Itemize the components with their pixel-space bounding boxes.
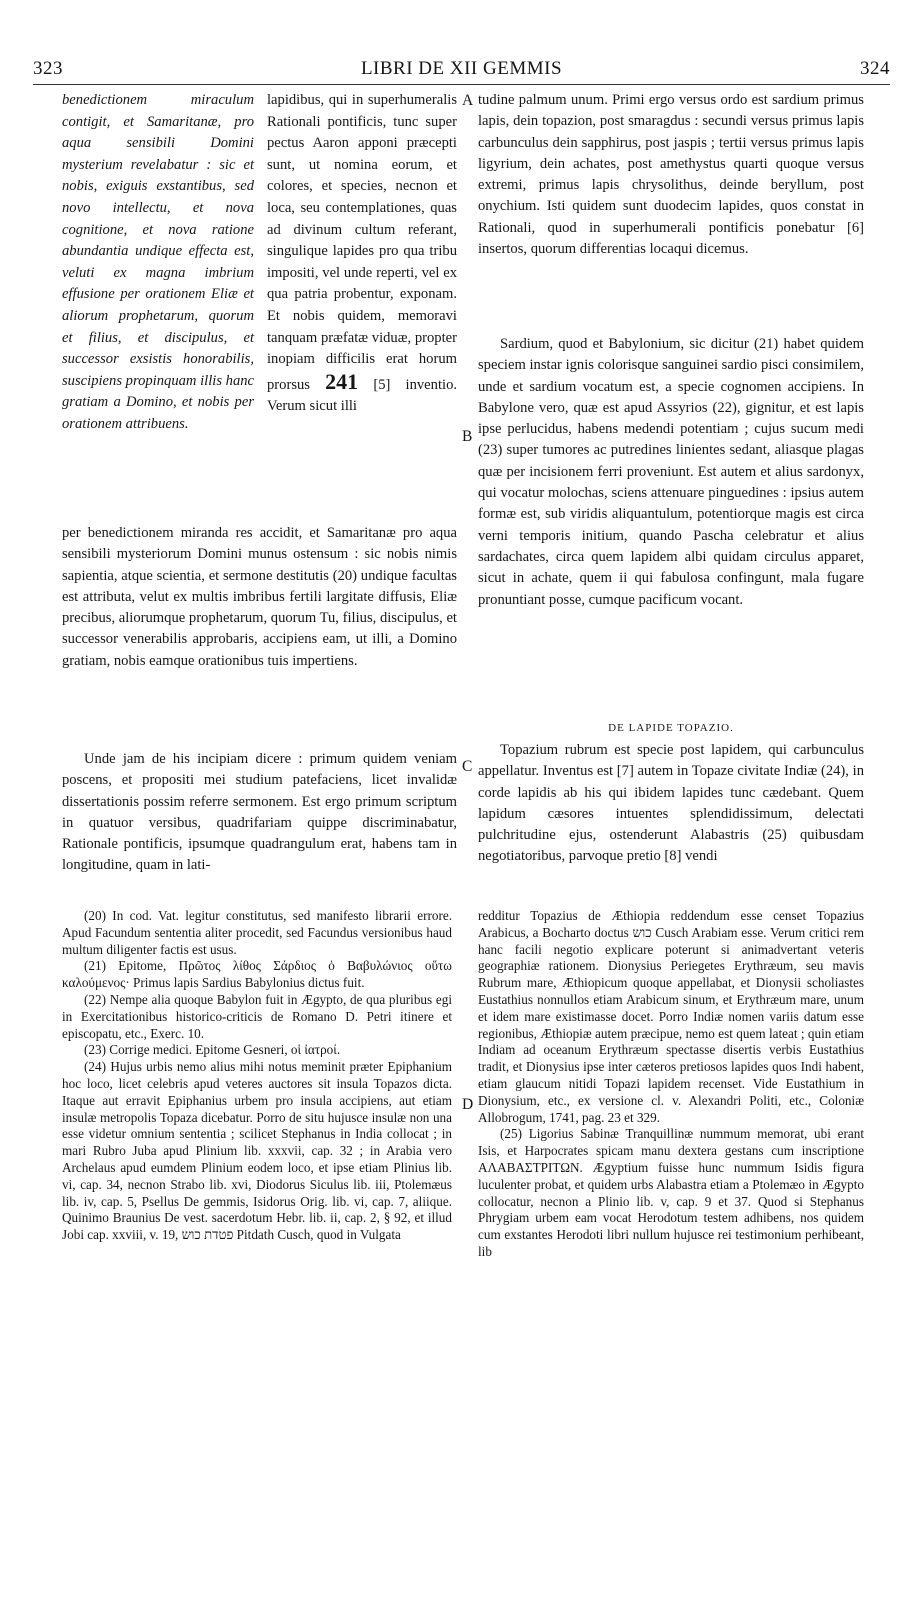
left-paragraph-1: per benedictionem miranda res accidit, et Samaritanæ pro aqua sensibili mysteriorum Domini munus ostensum : sic nobis nimis sapientia, atque scientia, et sermone destitutis (20) undique facultas est attributa, velut ex multis imbribus fertili largitate diffusis, Eliæ precibus, aliorumque prophetarum, quorum Tu, filius, discipulus, et successor venerabilis approbaris, accipiens eam, ut illi, a Domino gratiam, nobis eamque orationibus tuis impertiens. — [62, 525, 457, 669]
column-a-text: benedictionem miraculum contigit, et Samaritanæ, pro aqua sensibili Domini mysterium revelabatur : sic et nobis, exiguis exstantibus, sed novo intellectu, et nova cognitione, et nova ratione abundantia undique effecta est, veluti ex magna imbrium effusione per orationem Eliæ et aliorum prophetarum, quorum et filius, et discipulus, et successor exsistis honorabilis, suscipiens propinquam illis hanc gratiam a Domino, et nobis per orationem attribuens. — [62, 92, 255, 432]
footnote-20: (20) In cod. Vat. legitur constitutus, sed manifesto librarii errore. Apud Facundum sententia aliter procedit, sed Facundus versionibus haud multum diligenter factis est usus. — [62, 908, 452, 957]
footnotes-right — [478, 908, 864, 1261]
margin-marker-b: B — [462, 428, 473, 445]
margin-marker-d: D — [462, 1096, 474, 1113]
left-paragraph-2: Unde jam de his incipiam dicere : primum quidem veniam poscens, et propositi mei studium patefaciens, licet invalidæ dissertationis possim referre sermonem. Est ergo primum scriptum in quatuor versibus, quadrifariam quippe discriminabatur, Rationale pontificis, ipsumque quadrangulum erat, habens tam in longitudine, quam in lati- — [62, 751, 457, 874]
right-paragraph-2: Sardium, quod et Babylonium, sic dicitur (21) habet quidem speciem instar ignis colorisque sanguinei sardio pisci consimilem, unde et sardium vocatum est, a specie cognomen accipiens. In Babylone vero, quæ est apud Assyrios (22), gignitur, et est lapis ipse perlucidus, habens medendi potentiam ; cujus sucum medi (23) super tumores ac putredines linientes sedant, aliasque plagas quæ per incisionem ferri proveniunt. Est autem et alius sardonyx, qui vocatur molochas, sciens attenuare pinguedines : ipsius autem formæ est, sub viridis aliquantulum, potentiorque magis est circa verni temporis initium, quando Pascha celebratur et alius sardachates, circa quem lapidem albi quidam circulus apparet, sicut in achate, quem ii qui fabulosa confingunt, mala fugare pronuntiant posse, cumque pacificum vocant. — [478, 336, 864, 608]
footnote-25: (25) Ligorius Sabinæ Tranquillinæ nummum memorat, ubi erant Isis, et Harpocrates spicam manu dextera gestans cum inscriptione ΑΛΑΒΑΣΤΡΙΤΩΝ. Ægyptium fuisse hunc nummum Isidis figura luculenter probat, et quidem urbs Alabastra etiam a Ptolemæo in Ægypto collocatur, necnon a Plinio lib. v, cap. 9 et 37. Quod si Stephanus Phrygiam urbem eam vocat Herodotum testem adhibens, nos quidem cum exstantes Herodoti libri nullum hujusce rei testimonium perhibeant, lib — [478, 1126, 864, 1259]
column-b — [267, 90, 457, 418]
margin-marker-a: A — [462, 92, 474, 109]
page-number-right: 324 — [860, 58, 890, 79]
running-title: LIBRI DE XII GEMMIS — [360, 58, 563, 79]
footnote-21: (21) Epitome, Πρῶτος λίθος Σάρδιος ὁ Βαβυλώνιος οὕτω καλούμενος· Primus lapis Sardius Babylonius dictus fuit. — [62, 958, 452, 991]
footnotes-left — [62, 908, 452, 1244]
right-paragraph-1: tudine palmum unum. Primi ergo versus ordo est sardium primus lapis, dein topazion, post smaragdus : secundi versus primus lapis carbunculus dein sapphirus, post jaspis ; tertii versus primus lapis ligyrium, dein achates, post amethystus quarti quoque versus extremi, primus lapis chrysolithus, deinde beryllum, post onychium. Isti quidem sunt duodecim lapides, quos constat in Rationali, quod in superhumerali pontificis ponebatur [6] insertos, quorum differentias locaqui dicemus. — [478, 92, 864, 258]
footnote-24-continued: redditur Topazius de Æthiopia reddendum esse censet Topazius Arabicus, a Bocharto doctus כוש Cusch Arabiam esse. Verum critici rem hanc facili negotio explicare poterunt si animadvertant veteris geographiæ rationem. Dionysius Periegetes Erythræum, seu mavis Rubrum mare, Æthiopicum quoque appellabat, et Dionysii scholiastes Eustathius nonnullos etiam Arabicum sinum, et Erythræum mare, unum et idem mare existimasse docet. Porro Indiæ nomen variis datum esse regionibus, Æthiopiæ autem præcipue, nemo est quem lateat ; quin etiam Indiam ad oceanum Erythræum spectasse disertis verbis Eustathius tradit, et Dionysius ipse inter cæteros pretiosos lapides quos Indi habent, etiam glaucum nitidi Topazi lapidem recenset. Vide Eustathium in Dionysium, etc., ex versione cl. v. Alexandri Politi, etc., Coloniæ Allobrogum, 1741, pag. 23 et 329. — [478, 908, 864, 1125]
column-b-text: lapidibus, qui in superhumeralis Rationali pontificis, tunc super pectus Aaron apponi præcepti sunt, ut nomina eorum, et colores, et species, necnon et loca, seu contemplationes, quas ad divinum cultum referant, singulique lapides pro qua tribu impositi, vel unde reperti, vel ex qua patria probentur, exponam. Et nobis quidem, memoravi tanquam præfatæ viduæ, propter inopiam difficilis erat horum prorsus — [267, 92, 457, 393]
margin-marker-c: C — [462, 758, 473, 775]
page-number-left: 323 — [33, 58, 63, 79]
column-number: 241 — [325, 368, 359, 394]
footnote-22: (22) Nempe alia quoque Babylon fuit in Ægypto, de qua pluribus egi in Exercitationibus historico-criticis de Romano D. Petri itinere et episcopatu, etc., Exerc. 10. — [62, 991, 452, 1041]
footnote-23: (23) Corrige medici. Epitome Gesneri, οἱ ἰατροί. — [84, 1042, 341, 1058]
footnote-24: (24) Hujus urbis nemo alius mihi notus meminit præter Epiphanium hoc loco, licet celebris apud veteres auctores sit insula Topazos dicta. Itaque aut erravit Epiphanius urbem pro insula accipiens, aut etiam insulæ metropolis Topaza dicebatur. Porro de situ hujusce insulæ non una esse videtur omnium sententia ; scilicet Stephanus in India collocat ; in mari Rubro Juba apud Plinium lib. xxxvii, cap. 32 ; in Arabia vero Archelaus apud eumdem Plinium eodem loco, et ipse etiam Plinius lib. vi, cap. 34, necnon Strabo lib. xvi, Diodorus Siculus lib. iii, Ptolemæus lib. iv, cap. 5, Psellus De gemmis, Isidorus Orig. lib. vi, cap. 7, aliique. Quinimo Braunius De vest. sacerdotum Hebr. lib. ii, cap. 2, § 92, et illud Jobi cap. xxviii, v. 19, פטדת כוש Pitdath Cusch, quod in Vulgata — [62, 1059, 452, 1243]
note-ref-5: [5] — [373, 376, 391, 393]
header-rule — [33, 84, 890, 85]
right-paragraph-3: Topazium rubrum est specie post lapidem, qui carbunculus appellatur. Inventus est [7] autem in Topaze civitate Indiæ (24), in corde lapidis ab his qui ibidem lapides tunc cædebant. Quem lapidum cæsores intuentes splendidissimum, delectati pulchritudine ejus, ostenderunt Alabastris (25) quibusdam negotiatoribus, parvoque pretio [8] vendi — [478, 742, 864, 865]
page-header — [33, 58, 890, 84]
section-heading-topazio: DE LAPIDE TOPAZIO. — [608, 722, 734, 734]
column-b-end: inventio. Verum sicut illi — [267, 376, 458, 415]
